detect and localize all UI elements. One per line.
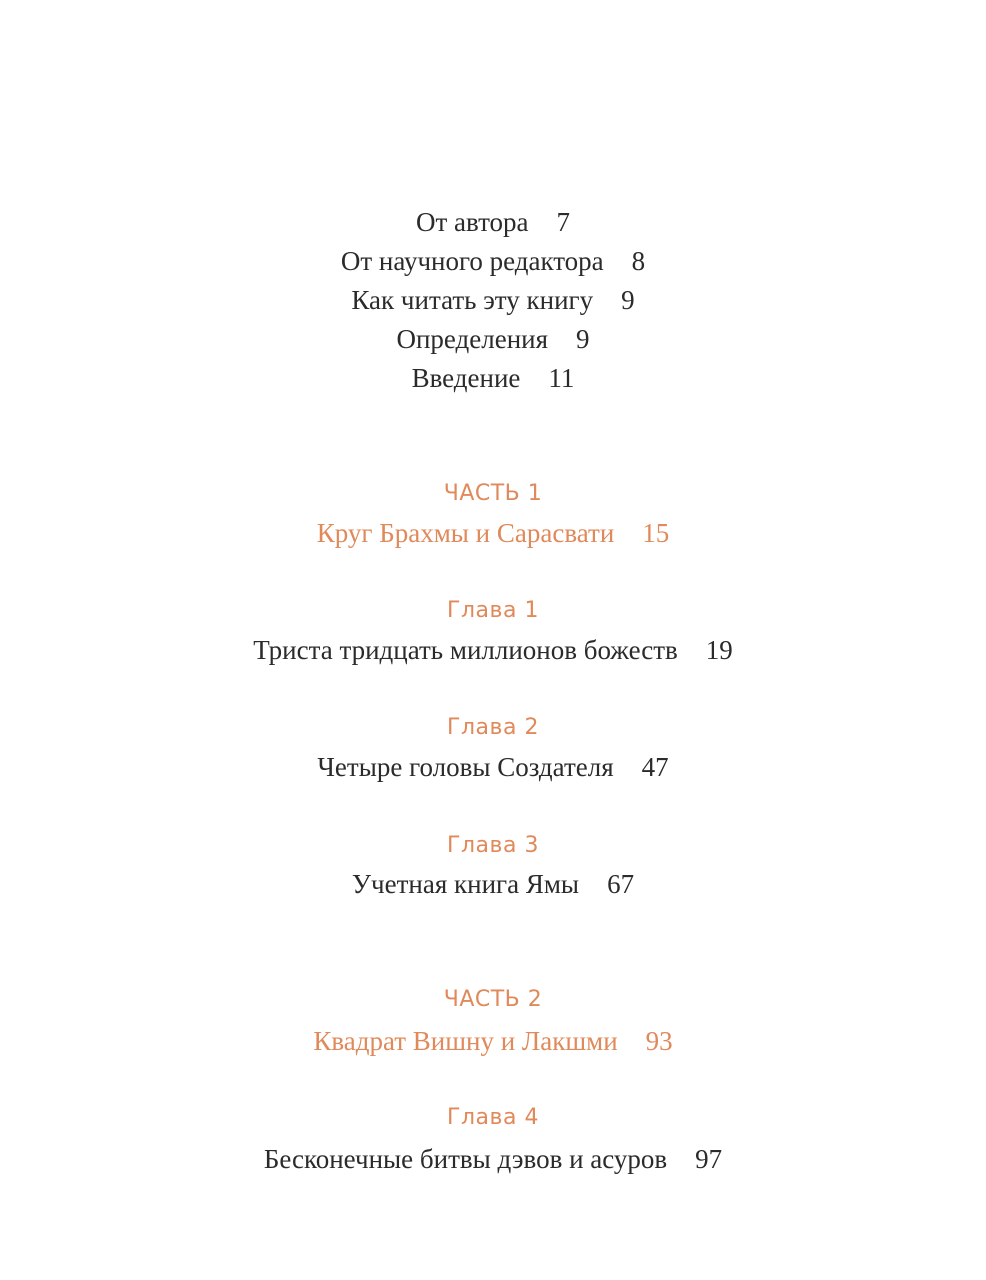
entry-title: Как читать эту книгу [351,285,594,315]
chapter-title: Бесконечные битвы дэвов и асуров [263,1144,668,1174]
entry-page-number: 97 [695,1144,723,1174]
entry-page-number: 7 [556,207,571,237]
entry-title: Определения [396,324,549,354]
part-title-entry [0,516,986,550]
chapter-label: Глава 4 [447,1105,539,1130]
toc-entry-front-4 [0,322,986,356]
chapter-title: Учетная книга Ямы [351,869,580,899]
chapter-label: Глава 2 [447,715,539,740]
entry-title: Введение [411,363,521,393]
entry-page-number: 11 [548,363,575,393]
chapter-entry [0,633,986,667]
part-title: Круг Брахмы и Сарасвати [316,518,615,548]
toc-entry-front-3 [0,283,986,317]
entry-page-number: 93 [645,1026,673,1056]
entry-page-number: 19 [705,635,733,665]
entry-page-number: 47 [641,752,669,782]
entry-title: От научного редактора [340,246,604,276]
chapter-label: Глава 3 [447,833,539,858]
part-label: ЧАСТЬ 2 [443,987,543,1012]
part-title: Квадрат Вишну и Лакшми [313,1026,618,1056]
chapter-entry [0,867,986,901]
chapter-entry [0,750,986,784]
chapter-entry [0,1142,986,1176]
entry-page-number: 8 [631,246,646,276]
toc-entry-front-1 [0,205,986,239]
toc-entry-front-2 [0,244,986,278]
toc-entry-front-5 [0,361,986,395]
entry-page-number: 15 [642,518,670,548]
entry-page-number: 9 [576,324,590,354]
chapter-label: Глава 1 [447,598,539,623]
entry-title: От автора [415,207,529,237]
entry-page-number: 9 [621,285,635,315]
chapter-title: Триста тридцать миллионов божеств [253,635,678,665]
part-title-entry [0,1024,986,1058]
part-label: ЧАСТЬ 1 [443,481,543,506]
entry-page-number: 67 [607,869,635,899]
chapter-title: Четыре головы Создателя [317,752,614,782]
